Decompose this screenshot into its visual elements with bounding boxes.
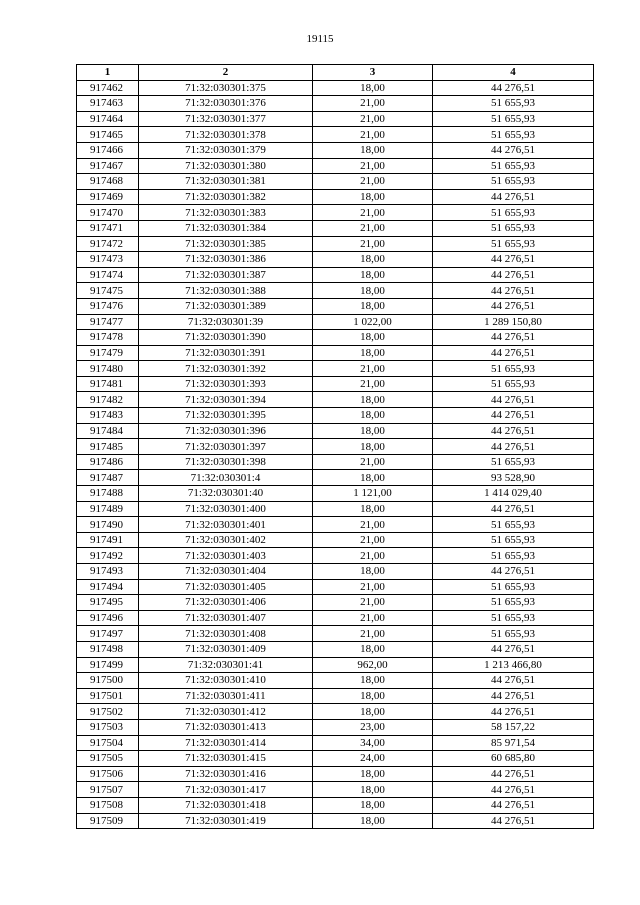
table-row [77, 236, 594, 252]
row-number-cell: 917494 [77, 579, 139, 595]
row-number-cell: 917497 [77, 626, 139, 642]
row-number-cell: 917462 [77, 80, 139, 96]
table-row [77, 470, 594, 486]
value-cell: 51 655,93 [433, 626, 594, 642]
table-row [77, 376, 594, 392]
table-row [77, 766, 594, 782]
cadastral-number-cell: 71:32:030301:377 [139, 111, 313, 127]
row-number-cell: 917489 [77, 501, 139, 517]
area-cell: 1 022,00 [313, 314, 433, 330]
value-cell: 51 655,93 [433, 361, 594, 377]
cadastral-number-cell: 71:32:030301:415 [139, 751, 313, 767]
area-cell: 21,00 [313, 610, 433, 626]
area-cell: 21,00 [313, 111, 433, 127]
row-number-cell: 917479 [77, 345, 139, 361]
area-cell: 21,00 [313, 174, 433, 190]
cadastral-number-cell: 71:32:030301:416 [139, 766, 313, 782]
row-number-cell: 917475 [77, 283, 139, 299]
value-cell: 51 655,93 [433, 610, 594, 626]
row-number-cell: 917503 [77, 719, 139, 735]
table-row [77, 673, 594, 689]
cadastral-number-cell: 71:32:030301:389 [139, 298, 313, 314]
cadastral-number-cell: 71:32:030301:413 [139, 719, 313, 735]
cadastral-number-cell: 71:32:030301:390 [139, 330, 313, 346]
value-cell: 44 276,51 [433, 80, 594, 96]
table-row [77, 267, 594, 283]
value-cell: 44 276,51 [433, 704, 594, 720]
cadastral-number-cell: 71:32:030301:393 [139, 376, 313, 392]
row-number-cell: 917488 [77, 486, 139, 502]
column-header-4: 4 [433, 65, 594, 81]
value-cell: 51 655,93 [433, 532, 594, 548]
cadastral-number-cell: 71:32:030301:412 [139, 704, 313, 720]
table-row [77, 532, 594, 548]
cadastral-number-cell: 71:32:030301:392 [139, 361, 313, 377]
cadastral-number-cell: 71:32:030301:402 [139, 532, 313, 548]
table-row [77, 345, 594, 361]
table-row [77, 517, 594, 533]
cadastral-number-cell: 71:32:030301:398 [139, 454, 313, 470]
cadastral-number-cell: 71:32:030301:387 [139, 267, 313, 283]
table-row [77, 111, 594, 127]
cadastral-number-cell: 71:32:030301:411 [139, 688, 313, 704]
value-cell: 51 655,93 [433, 220, 594, 236]
row-number-cell: 917481 [77, 376, 139, 392]
row-number-cell: 917495 [77, 595, 139, 611]
value-cell: 44 276,51 [433, 501, 594, 517]
area-cell: 18,00 [313, 283, 433, 299]
cadastral-number-cell: 71:32:030301:407 [139, 610, 313, 626]
value-cell: 51 655,93 [433, 517, 594, 533]
table-row [77, 813, 594, 829]
table-row [77, 641, 594, 657]
cadastral-number-cell: 71:32:030301:388 [139, 283, 313, 299]
table-row [77, 704, 594, 720]
row-number-cell: 917472 [77, 236, 139, 252]
area-cell: 21,00 [313, 361, 433, 377]
table-row [77, 298, 594, 314]
area-cell: 18,00 [313, 782, 433, 798]
area-cell: 21,00 [313, 158, 433, 174]
table-row [77, 423, 594, 439]
row-number-cell: 917482 [77, 392, 139, 408]
area-cell: 18,00 [313, 252, 433, 268]
value-cell: 44 276,51 [433, 392, 594, 408]
area-cell: 18,00 [313, 392, 433, 408]
value-cell: 44 276,51 [433, 345, 594, 361]
row-number-cell: 917499 [77, 657, 139, 673]
cadastral-number-cell: 71:32:030301:384 [139, 220, 313, 236]
area-cell: 18,00 [313, 704, 433, 720]
cadastral-number-cell: 71:32:030301:381 [139, 174, 313, 190]
column-header-1: 1 [77, 65, 139, 81]
area-cell: 24,00 [313, 751, 433, 767]
table-row [77, 314, 594, 330]
row-number-cell: 917471 [77, 220, 139, 236]
table-row [77, 735, 594, 751]
row-number-cell: 917493 [77, 564, 139, 580]
area-cell: 18,00 [313, 766, 433, 782]
cadastral-number-cell: 71:32:030301:375 [139, 80, 313, 96]
row-number-cell: 917468 [77, 174, 139, 190]
table-row [77, 283, 594, 299]
area-cell: 18,00 [313, 80, 433, 96]
table-row [77, 174, 594, 190]
row-number-cell: 917476 [77, 298, 139, 314]
cadastral-number-cell: 71:32:030301:40 [139, 486, 313, 502]
table-row [77, 797, 594, 813]
value-cell: 44 276,51 [433, 439, 594, 455]
area-cell: 962,00 [313, 657, 433, 673]
cadastral-number-cell: 71:32:030301:380 [139, 158, 313, 174]
table-row [77, 610, 594, 626]
value-cell: 85 971,54 [433, 735, 594, 751]
table-row [77, 80, 594, 96]
row-number-cell: 917496 [77, 610, 139, 626]
cadastral-number-cell: 71:32:030301:41 [139, 657, 313, 673]
row-number-cell: 917465 [77, 127, 139, 143]
table-header-row [77, 65, 594, 81]
row-number-cell: 917469 [77, 189, 139, 205]
table-row [77, 189, 594, 205]
row-number-cell: 917498 [77, 641, 139, 657]
area-cell: 18,00 [313, 673, 433, 689]
value-cell: 58 157,22 [433, 719, 594, 735]
area-cell: 18,00 [313, 267, 433, 283]
row-number-cell: 917485 [77, 439, 139, 455]
area-cell: 18,00 [313, 564, 433, 580]
value-cell: 51 655,93 [433, 127, 594, 143]
value-cell: 51 655,93 [433, 158, 594, 174]
table-row [77, 782, 594, 798]
row-number-cell: 917491 [77, 532, 139, 548]
value-cell: 44 276,51 [433, 252, 594, 268]
table-row [77, 501, 594, 517]
value-cell: 44 276,51 [433, 330, 594, 346]
table-row [77, 548, 594, 564]
table-row [77, 751, 594, 767]
value-cell: 51 655,93 [433, 174, 594, 190]
cadastral-number-cell: 71:32:030301:417 [139, 782, 313, 798]
row-number-cell: 917480 [77, 361, 139, 377]
table-row [77, 252, 594, 268]
table-row [77, 127, 594, 143]
table-row [77, 330, 594, 346]
cadastral-number-cell: 71:32:030301:382 [139, 189, 313, 205]
table-row [77, 564, 594, 580]
cadastral-number-cell: 71:32:030301:378 [139, 127, 313, 143]
cadastral-number-cell: 71:32:030301:385 [139, 236, 313, 252]
row-number-cell: 917467 [77, 158, 139, 174]
value-cell: 44 276,51 [433, 267, 594, 283]
row-number-cell: 917466 [77, 142, 139, 158]
value-cell: 44 276,51 [433, 766, 594, 782]
area-cell: 23,00 [313, 719, 433, 735]
column-header-2: 2 [139, 65, 313, 81]
table-row [77, 595, 594, 611]
value-cell: 51 655,93 [433, 595, 594, 611]
cadastral-number-cell: 71:32:030301:395 [139, 408, 313, 424]
cadastral-number-cell: 71:32:030301:400 [139, 501, 313, 517]
column-header-3: 3 [313, 65, 433, 81]
table-row [77, 158, 594, 174]
area-cell: 21,00 [313, 236, 433, 252]
table-row [77, 688, 594, 704]
row-number-cell: 917509 [77, 813, 139, 829]
table-row [77, 579, 594, 595]
table-row [77, 657, 594, 673]
area-cell: 18,00 [313, 501, 433, 517]
value-cell: 44 276,51 [433, 298, 594, 314]
cadastral-number-cell: 71:32:030301:406 [139, 595, 313, 611]
table-row [77, 454, 594, 470]
area-cell: 18,00 [313, 330, 433, 346]
area-cell: 21,00 [313, 548, 433, 564]
row-number-cell: 917500 [77, 673, 139, 689]
table-row [77, 486, 594, 502]
area-cell: 18,00 [313, 189, 433, 205]
row-number-cell: 917470 [77, 205, 139, 221]
table-row [77, 220, 594, 236]
value-cell: 1 414 029,40 [433, 486, 594, 502]
cadastral-number-cell: 71:32:030301:410 [139, 673, 313, 689]
cadastral-number-cell: 71:32:030301:404 [139, 564, 313, 580]
value-cell: 44 276,51 [433, 283, 594, 299]
area-cell: 21,00 [313, 579, 433, 595]
cadastral-number-cell: 71:32:030301:383 [139, 205, 313, 221]
area-cell: 21,00 [313, 127, 433, 143]
area-cell: 34,00 [313, 735, 433, 751]
value-cell: 51 655,93 [433, 454, 594, 470]
value-cell: 60 685,80 [433, 751, 594, 767]
row-number-cell: 917506 [77, 766, 139, 782]
area-cell: 18,00 [313, 813, 433, 829]
area-cell: 21,00 [313, 220, 433, 236]
table-row [77, 205, 594, 221]
cadastral-number-cell: 71:32:030301:39 [139, 314, 313, 330]
row-number-cell: 917463 [77, 96, 139, 112]
value-cell: 44 276,51 [433, 189, 594, 205]
row-number-cell: 917464 [77, 111, 139, 127]
row-number-cell: 917473 [77, 252, 139, 268]
cadastral-number-cell: 71:32:030301:405 [139, 579, 313, 595]
row-number-cell: 917490 [77, 517, 139, 533]
row-number-cell: 917508 [77, 797, 139, 813]
row-number-cell: 917504 [77, 735, 139, 751]
table-row [77, 142, 594, 158]
area-cell: 21,00 [313, 532, 433, 548]
cadastral-number-cell: 71:32:030301:394 [139, 392, 313, 408]
table-row [77, 96, 594, 112]
cadastral-number-cell: 71:32:030301:401 [139, 517, 313, 533]
value-cell: 51 655,93 [433, 236, 594, 252]
cadastral-number-cell: 71:32:030301:386 [139, 252, 313, 268]
cadastral-number-cell: 71:32:030301:376 [139, 96, 313, 112]
cadastral-number-cell: 71:32:030301:397 [139, 439, 313, 455]
value-cell: 51 655,93 [433, 376, 594, 392]
value-cell: 93 528,90 [433, 470, 594, 486]
cadastral-number-cell: 71:32:030301:409 [139, 641, 313, 657]
cadastral-number-cell: 71:32:030301:414 [139, 735, 313, 751]
area-cell: 18,00 [313, 439, 433, 455]
table-row [77, 626, 594, 642]
row-number-cell: 917487 [77, 470, 139, 486]
value-cell: 44 276,51 [433, 142, 594, 158]
row-number-cell: 917507 [77, 782, 139, 798]
area-cell: 18,00 [313, 423, 433, 439]
row-number-cell: 917486 [77, 454, 139, 470]
table-row [77, 719, 594, 735]
cadastral-number-cell: 71:32:030301:408 [139, 626, 313, 642]
table-row [77, 392, 594, 408]
cadastral-number-cell: 71:32:030301:419 [139, 813, 313, 829]
table-row [77, 439, 594, 455]
area-cell: 18,00 [313, 470, 433, 486]
value-cell: 51 655,93 [433, 205, 594, 221]
row-number-cell: 917483 [77, 408, 139, 424]
area-cell: 21,00 [313, 205, 433, 221]
area-cell: 18,00 [313, 408, 433, 424]
cadastral-number-cell: 71:32:030301:403 [139, 548, 313, 564]
area-cell: 18,00 [313, 298, 433, 314]
value-cell: 44 276,51 [433, 673, 594, 689]
cadastral-number-cell: 71:32:030301:4 [139, 470, 313, 486]
area-cell: 18,00 [313, 688, 433, 704]
page-number: 19115 [306, 33, 334, 45]
value-cell: 44 276,51 [433, 408, 594, 424]
area-cell: 18,00 [313, 641, 433, 657]
area-cell: 21,00 [313, 517, 433, 533]
area-cell: 18,00 [313, 797, 433, 813]
cadastral-number-cell: 71:32:030301:418 [139, 797, 313, 813]
value-cell: 44 276,51 [433, 813, 594, 829]
area-cell: 18,00 [313, 345, 433, 361]
table-row [77, 361, 594, 377]
row-number-cell: 917474 [77, 267, 139, 283]
row-number-cell: 917477 [77, 314, 139, 330]
row-number-cell: 917502 [77, 704, 139, 720]
row-number-cell: 917501 [77, 688, 139, 704]
data-table [76, 64, 594, 829]
value-cell: 51 655,93 [433, 579, 594, 595]
cadastral-number-cell: 71:32:030301:396 [139, 423, 313, 439]
table-body [77, 80, 594, 829]
value-cell: 44 276,51 [433, 797, 594, 813]
cadastral-number-cell: 71:32:030301:391 [139, 345, 313, 361]
value-cell: 1 289 150,80 [433, 314, 594, 330]
value-cell: 44 276,51 [433, 782, 594, 798]
area-cell: 21,00 [313, 376, 433, 392]
value-cell: 51 655,93 [433, 548, 594, 564]
value-cell: 44 276,51 [433, 641, 594, 657]
row-number-cell: 917492 [77, 548, 139, 564]
value-cell: 44 276,51 [433, 688, 594, 704]
row-number-cell: 917505 [77, 751, 139, 767]
cadastral-number-cell: 71:32:030301:379 [139, 142, 313, 158]
area-cell: 21,00 [313, 454, 433, 470]
value-cell: 51 655,93 [433, 111, 594, 127]
value-cell: 44 276,51 [433, 423, 594, 439]
row-number-cell: 917484 [77, 423, 139, 439]
value-cell: 51 655,93 [433, 96, 594, 112]
value-cell: 44 276,51 [433, 564, 594, 580]
area-cell: 21,00 [313, 595, 433, 611]
area-cell: 18,00 [313, 142, 433, 158]
area-cell: 21,00 [313, 96, 433, 112]
table-row [77, 408, 594, 424]
value-cell: 1 213 466,80 [433, 657, 594, 673]
row-number-cell: 917478 [77, 330, 139, 346]
area-cell: 1 121,00 [313, 486, 433, 502]
area-cell: 21,00 [313, 626, 433, 642]
